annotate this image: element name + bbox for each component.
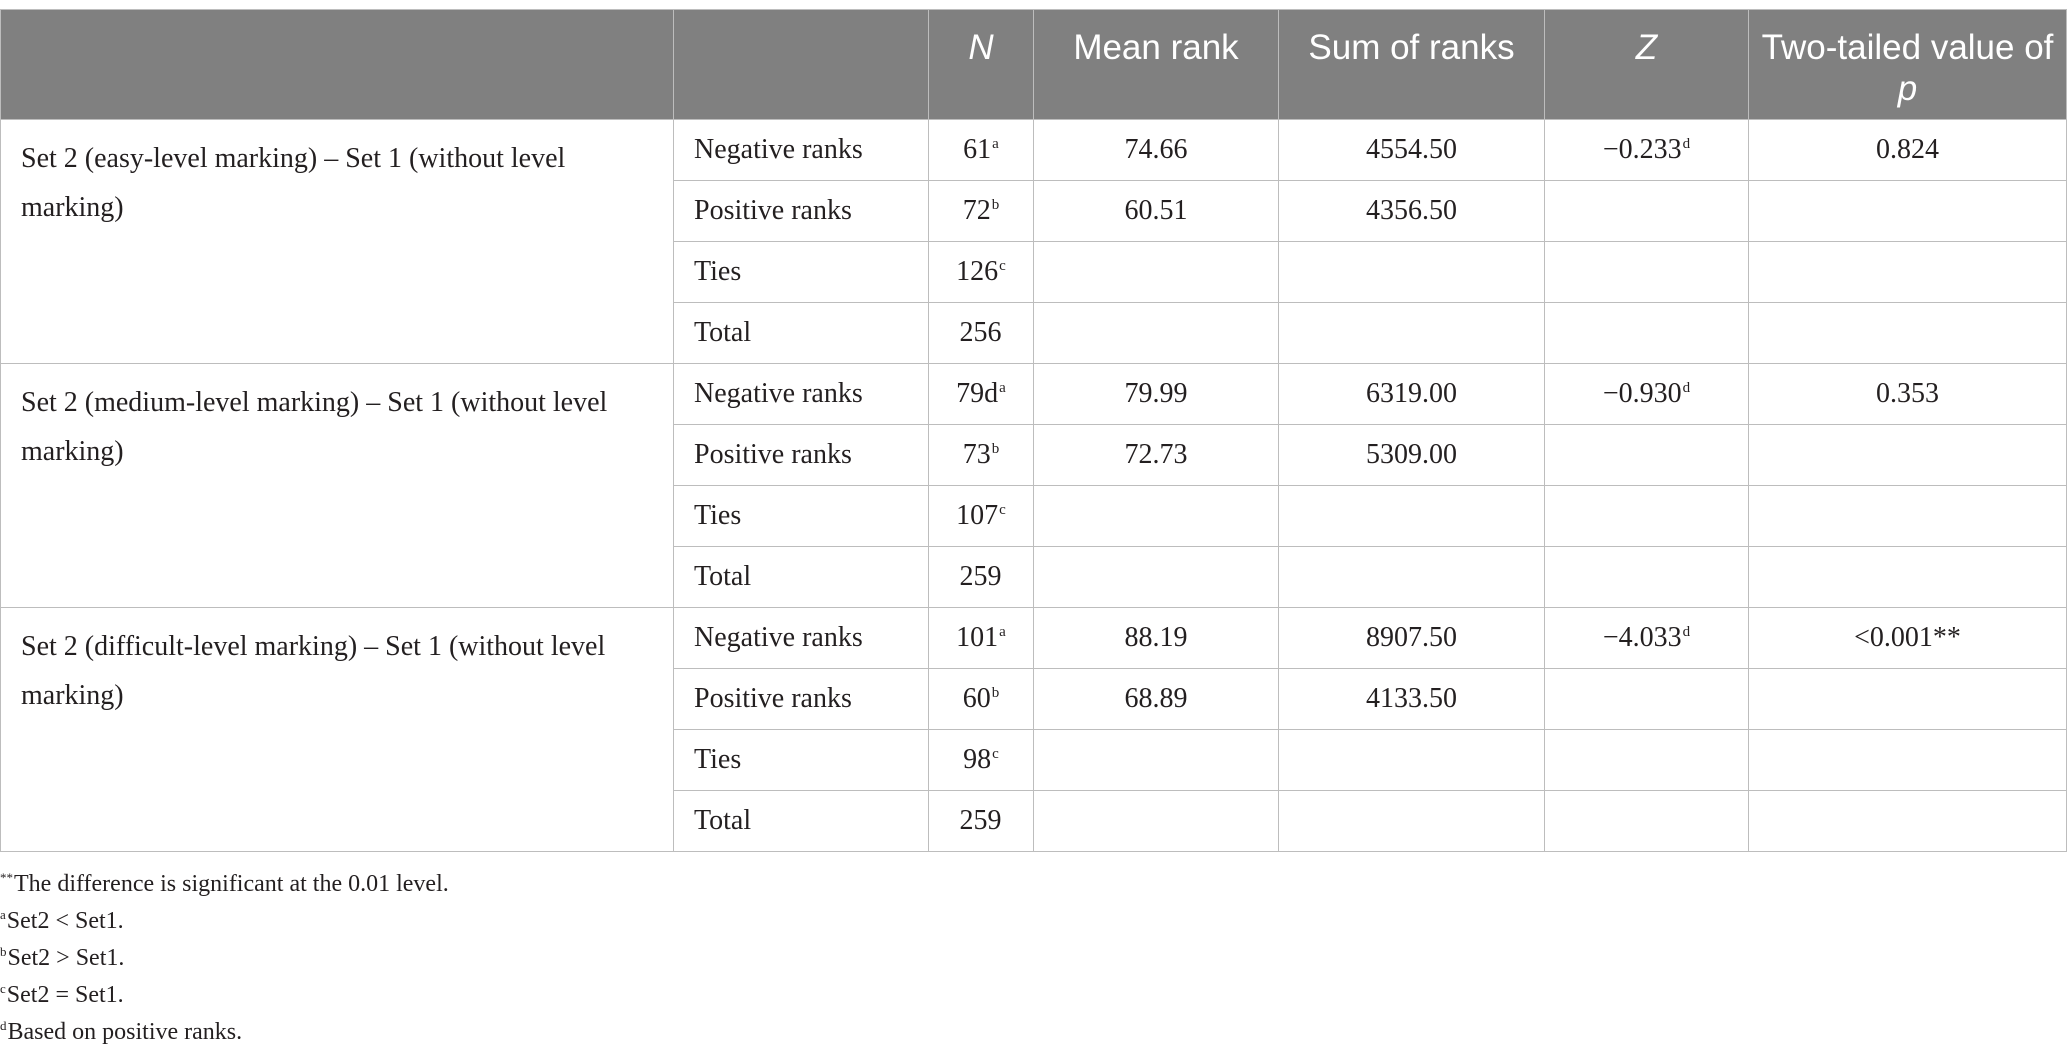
z-cell [1545, 303, 1749, 364]
p-value-cell [1749, 242, 2067, 303]
rank-type-cell: Negative ranks [674, 608, 929, 669]
n-footnote-marker: a [999, 624, 1006, 640]
table-footnotes [0, 866, 449, 1051]
mean-rank-cell: 74.66 [1034, 120, 1279, 181]
header-z: Z [1545, 10, 1749, 120]
n-value: 60 [962, 683, 991, 714]
rank-type-cell: Positive ranks [674, 669, 929, 730]
sum-of-ranks-cell [1279, 730, 1545, 791]
table-row [1, 120, 2067, 181]
sum-of-ranks-cell: 4133.50 [1279, 669, 1545, 730]
sum-of-ranks-cell: 4554.50 [1279, 120, 1545, 181]
table-row [1, 608, 2067, 669]
p-value-cell [1749, 669, 2067, 730]
wilcoxon-results-table [0, 9, 2067, 852]
z-cell [1545, 547, 1749, 608]
p-value-cell [1749, 791, 2067, 852]
rank-type-cell: Positive ranks [674, 181, 929, 242]
n-footnote-marker: b [991, 197, 1000, 213]
z-footnote-marker: d [1682, 136, 1691, 152]
sum-of-ranks-cell [1279, 242, 1545, 303]
rank-type-cell: Ties [674, 242, 929, 303]
header-row [1, 10, 2067, 120]
n-value: 98 [963, 744, 992, 775]
n-value: 61 [963, 134, 992, 165]
p-value-cell [1749, 181, 2067, 242]
mean-rank-cell [1034, 486, 1279, 547]
rank-type-cell: Total [674, 547, 929, 608]
z-cell [1545, 669, 1749, 730]
z-cell [1545, 791, 1749, 852]
z-footnote-marker: d [1682, 380, 1691, 396]
header-sum-of-ranks: Sum of ranks [1279, 10, 1545, 120]
n-footnote-marker: c [999, 502, 1006, 518]
comparison-label: Set 2 (difficult-level marking) – Set 1 (without level marking) [1, 608, 674, 852]
mean-rank-cell [1034, 242, 1279, 303]
n-cell [929, 791, 1034, 852]
table-header [1, 10, 2067, 120]
z-cell [1545, 364, 1749, 425]
footnote [0, 866, 449, 903]
n-value: 107 [956, 500, 999, 531]
p-value-cell [1749, 730, 2067, 791]
mean-rank-cell: 88.19 [1034, 608, 1279, 669]
footnote-marker: b [0, 944, 7, 959]
p-value-cell [1749, 547, 2067, 608]
rank-type-cell: Negative ranks [674, 364, 929, 425]
mean-rank-cell [1034, 730, 1279, 791]
sum-of-ranks-cell [1279, 303, 1545, 364]
footnote-text: Set2 = Set1. [6, 982, 124, 1008]
header-p-symbol: p [1897, 69, 1918, 108]
z-cell [1545, 120, 1749, 181]
header-two-tailed-label: Two-tailed value of [1761, 28, 2054, 67]
mean-rank-cell [1034, 791, 1279, 852]
table-body [1, 120, 2067, 852]
n-cell [929, 547, 1034, 608]
rank-type-cell: Total [674, 303, 929, 364]
mean-rank-cell [1034, 303, 1279, 364]
footnote-marker: c [0, 981, 6, 996]
z-cell [1545, 608, 1749, 669]
n-value: 79d [956, 378, 999, 409]
table-row [1, 364, 2067, 425]
rank-type-cell: Ties [674, 486, 929, 547]
z-value: −4.033 [1602, 622, 1682, 653]
n-footnote-marker: b [991, 441, 1000, 457]
n-cell [929, 120, 1034, 181]
n-value: 259 [959, 805, 1002, 836]
n-cell [929, 730, 1034, 791]
n-footnote-marker: b [991, 685, 1000, 701]
p-value-cell [1749, 486, 2067, 547]
n-value: 126 [956, 256, 999, 287]
p-value-cell [1749, 303, 2067, 364]
footnote [0, 977, 449, 1014]
n-footnote-marker: c [999, 258, 1006, 274]
z-cell [1545, 181, 1749, 242]
p-value-cell: 0.353 [1749, 364, 2067, 425]
z-cell [1545, 730, 1749, 791]
p-value-cell: 0.824 [1749, 120, 2067, 181]
sum-of-ranks-cell [1279, 486, 1545, 547]
n-footnote-marker: c [992, 746, 999, 762]
sum-of-ranks-cell [1279, 791, 1545, 852]
mean-rank-cell: 68.89 [1034, 669, 1279, 730]
n-cell [929, 425, 1034, 486]
footnote-marker: ** [0, 870, 13, 885]
n-cell [929, 181, 1034, 242]
z-cell [1545, 486, 1749, 547]
n-cell [929, 242, 1034, 303]
n-footnote-marker: a [992, 136, 999, 152]
p-value-cell: <0.001** [1749, 608, 2067, 669]
footnote-text: Based on positive ranks. [7, 1019, 243, 1045]
header-n: N [929, 10, 1034, 120]
n-cell [929, 608, 1034, 669]
rank-type-cell: Total [674, 791, 929, 852]
n-cell [929, 669, 1034, 730]
n-value: 73 [962, 439, 991, 470]
sum-of-ranks-cell [1279, 547, 1545, 608]
header-statistic-blank [674, 10, 929, 120]
sum-of-ranks-cell: 5309.00 [1279, 425, 1545, 486]
n-value: 101 [956, 622, 999, 653]
comparison-label: Set 2 (easy-level marking) – Set 1 (without level marking) [1, 120, 674, 364]
mean-rank-cell [1034, 547, 1279, 608]
header-mean-rank: Mean rank [1034, 10, 1279, 120]
z-value: −0.930 [1602, 378, 1682, 409]
footnote [0, 903, 449, 940]
z-cell [1545, 425, 1749, 486]
sum-of-ranks-cell: 6319.00 [1279, 364, 1545, 425]
n-cell [929, 486, 1034, 547]
n-cell [929, 364, 1034, 425]
rank-type-cell: Negative ranks [674, 120, 929, 181]
footnote [0, 940, 449, 977]
rank-type-cell: Ties [674, 730, 929, 791]
z-value: −0.233 [1602, 134, 1682, 165]
mean-rank-cell: 72.73 [1034, 425, 1279, 486]
footnote-marker: a [0, 907, 6, 922]
footnote [0, 1014, 449, 1051]
footnote-text: The difference is significant at the 0.01 level. [14, 871, 449, 897]
n-footnote-marker: a [999, 380, 1006, 396]
z-footnote-marker: d [1682, 624, 1691, 640]
p-value-cell [1749, 425, 2067, 486]
sum-of-ranks-cell: 8907.50 [1279, 608, 1545, 669]
footnote-text: Set2 < Set1. [6, 908, 124, 934]
footnote-text: Set2 > Set1. [7, 945, 125, 971]
n-value: 72 [962, 195, 991, 226]
mean-rank-cell: 60.51 [1034, 181, 1279, 242]
footnote-marker: d [0, 1018, 7, 1033]
header-comparison-blank [1, 10, 674, 120]
n-cell [929, 303, 1034, 364]
n-value: 256 [959, 317, 1002, 348]
rank-type-cell: Positive ranks [674, 425, 929, 486]
results-table-container [0, 9, 2066, 852]
mean-rank-cell: 79.99 [1034, 364, 1279, 425]
sum-of-ranks-cell: 4356.50 [1279, 181, 1545, 242]
n-value: 259 [959, 561, 1002, 592]
header-two-tailed-p [1749, 10, 2067, 120]
comparison-label: Set 2 (medium-level marking) – Set 1 (without level marking) [1, 364, 674, 608]
z-cell [1545, 242, 1749, 303]
